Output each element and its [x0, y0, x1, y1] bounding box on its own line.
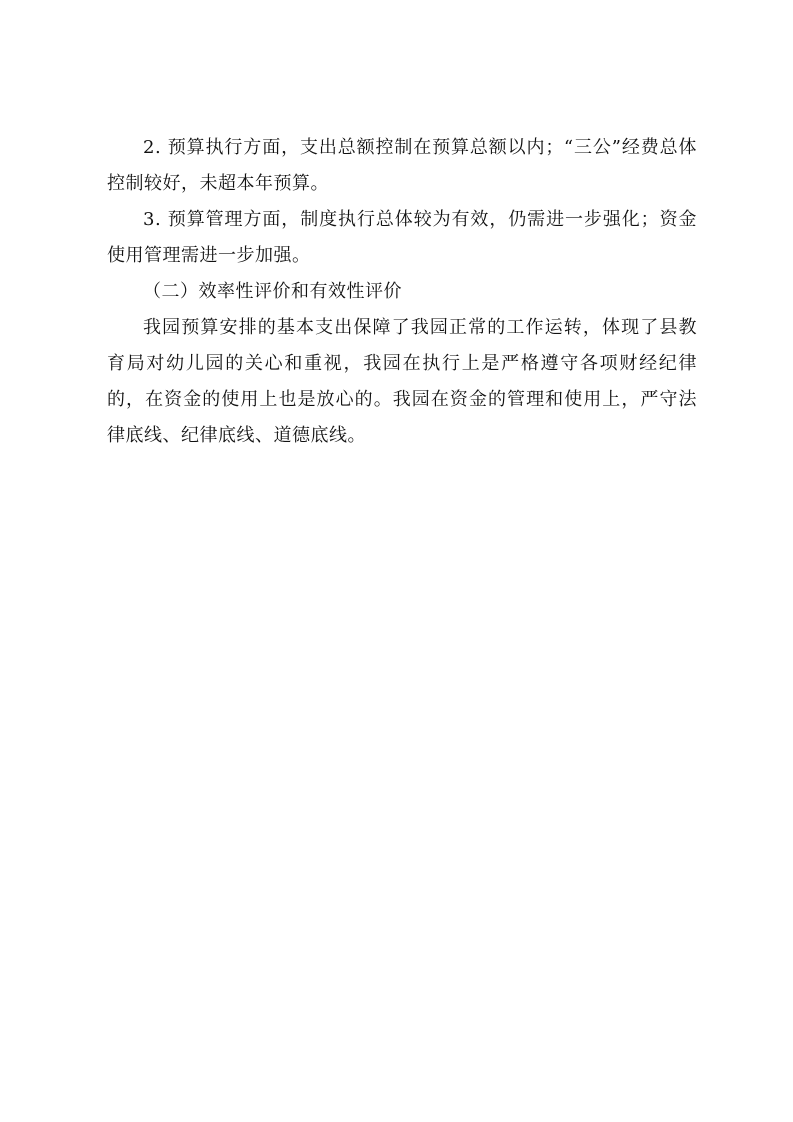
paragraph-evaluation-body: 我园预算安排的基本支出保障了我园正常的工作运转，体现了县教育局对幼儿园的关心和重视，我园在执行上是严格遵守各项财经纪律的，在资金的使用上也是放心的。我园在资金的管理和使用上，严守法律底线、纪律底线、道德底线。: [107, 317, 697, 446]
section-heading-efficiency: （二）效率性评价和有效性评价: [143, 281, 402, 302]
paragraph-budget-management: 3. 预算管理方面，制度执行总体较为有效，仍需进一步强化；资金使用管理需进一步加强。: [107, 209, 697, 266]
paragraph-budget-execution: 2. 预算执行方面，支出总额控制在预算总额以内；“三公”经费总体控制较好，未超本年预算。: [107, 137, 698, 194]
document-body: [107, 130, 697, 454]
